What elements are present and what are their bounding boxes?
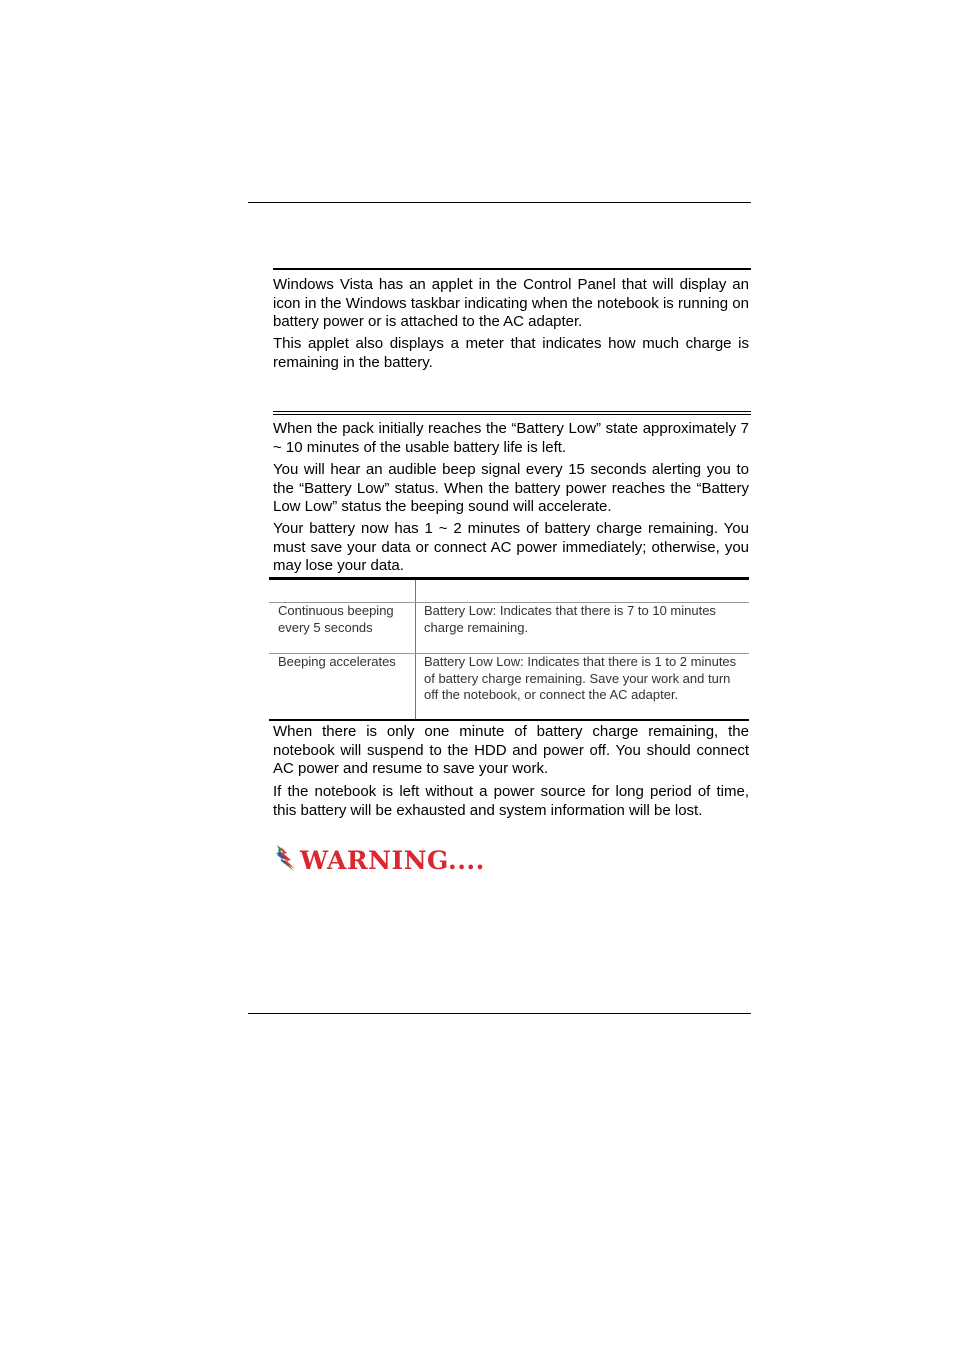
- paragraph-after-table-2: If the notebook is left without a power source for long period of time, this battery will be exhausted and system information will be lost.: [273, 783, 749, 819]
- signal-cell: Continuous beeping every 5 seconds: [269, 603, 416, 654]
- paragraph-battery-low-2: You will hear an audible beep signal every 15 seconds alerting you to the “Battery Low” status. When the battery power reaches the “Battery Low Low” status the beeping sound will accelerate.: [273, 461, 749, 515]
- meaning-cell: Battery Low: Indicates that there is 7 to 10 minutes charge remaining.: [416, 603, 750, 654]
- table-header-cell: [416, 579, 750, 603]
- paragraph-vista-applet-2: This applet also displays a meter that indicates how much charge is remaining in the battery.: [273, 335, 749, 371]
- section-rule-battery-low-top: [273, 411, 751, 412]
- warning-callout: [275, 844, 485, 876]
- table-row: [269, 603, 749, 654]
- section-rule-vista-applet: [273, 268, 751, 270]
- paragraph-battery-low-1: When the pack initially reaches the “Battery Low” state approximately 7 ~ 10 minutes of the usable battery life is left.: [273, 420, 749, 456]
- meaning-cell: Battery Low Low: Indicates that there is 1 to 2 minutes of battery charge remaining. Save your work and turn off the notebook, or connect the AC adapter.: [416, 654, 750, 721]
- table-header-row: [269, 579, 749, 603]
- warning-label: WARNING....: [300, 845, 485, 875]
- table-header-cell: [269, 579, 416, 603]
- paragraph-after-table-1: When there is only one minute of battery charge remaining, the notebook will suspend to the HDD and power off. You should connect AC power and resume to save your work.: [273, 723, 749, 777]
- signal-cell: Beeping accelerates: [269, 654, 416, 721]
- header-rule: [248, 202, 751, 203]
- section-rule-battery-low-bottom: [273, 414, 751, 415]
- paragraph-vista-applet-1: Windows Vista has an applet in the Control Panel that will display an icon in the Windows taskbar indicating when the notebook is running on battery power or is attached to the AC adapter.: [273, 276, 749, 330]
- warning-arrows-icon: [275, 844, 297, 877]
- footer-rule: [248, 1013, 751, 1014]
- table-row: [269, 654, 749, 721]
- paragraph-battery-low-3: Your battery now has 1 ~ 2 minutes of battery charge remaining. You must save your data or connect AC power immediately; otherwise, you may lose your data.: [273, 520, 749, 574]
- beep-signal-table: [269, 577, 749, 721]
